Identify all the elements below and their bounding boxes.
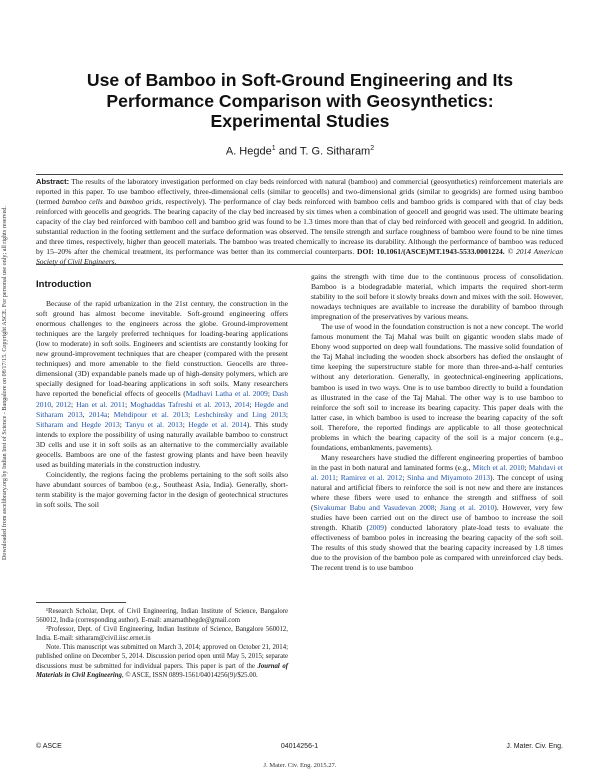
separator: ; bbox=[119, 419, 126, 429]
citation-link[interactable]: Sivakumar Babu and Vasudevan 2008 bbox=[313, 503, 435, 513]
intro-paragraph-1 bbox=[36, 299, 288, 470]
citation-link[interactable]: Mitch et al. 2010 bbox=[472, 462, 525, 472]
body-text: ). The concept of using natural and artificial fibers to reinforce the soil is not new and there are instances where these fibers were used to enhance the strength and stiffness of soil ( bbox=[311, 472, 563, 513]
separator: , bbox=[82, 409, 89, 419]
separator: ; bbox=[182, 419, 189, 429]
citation-link[interactable]: Hegde et al. 2014 bbox=[188, 419, 247, 429]
abstract-label: Abstract: bbox=[36, 177, 70, 186]
body-text: Many researchers have studied the different engineering properties of bamboo in the past in both natural and laminated forms (e.g., bbox=[311, 452, 563, 472]
author-line bbox=[100, 145, 500, 158]
separator: ; bbox=[285, 409, 289, 419]
citation-link[interactable]: Sitharam and Hegde 2013 bbox=[36, 419, 120, 429]
paper-title: Use of Bamboo in Soft-Ground Engineering and Its Performance Comparison with Geosynthetics: Experimental Studies bbox=[86, 70, 514, 131]
separator: ; bbox=[402, 472, 408, 482]
abstract-text-1: The results of the laboratory investigation performed on clay beds reinforced with natural (bamboo) and commercial (geosynthetics) reinforcement materials are reported in this paper. To use bamboo effectively, three-dimensional cells (similar to geocells) and two-dimensional grids (similar to geogrids) are formed using bamboo (termed bbox=[36, 177, 563, 207]
abstract-bottom-rule bbox=[36, 264, 563, 265]
footnote-rule bbox=[36, 602, 126, 603]
separator: ; bbox=[335, 472, 341, 482]
separator: ; bbox=[125, 399, 131, 409]
citation-link[interactable]: Moghaddas Tafreshi et al. 2013 bbox=[130, 399, 230, 409]
citation-link[interactable]: Han et al. 2011 bbox=[76, 399, 126, 409]
footnotes bbox=[36, 602, 288, 680]
citation-link[interactable]: Mahdavi et al. 2011 bbox=[311, 462, 564, 482]
section-heading-introduction: Introduction bbox=[36, 279, 92, 290]
abstract-copyright: © 2014 American Society of Civil Engineers. bbox=[36, 247, 563, 267]
abstract bbox=[36, 177, 563, 267]
separator: ; bbox=[267, 389, 273, 399]
author-1: A. Hegde bbox=[225, 145, 272, 158]
citation-link[interactable]: 2014 bbox=[234, 399, 250, 409]
citation-link[interactable]: Leshchinsky and Ling 2013 bbox=[194, 409, 286, 419]
citation-link[interactable]: Hegde and Sitharam 2013 bbox=[36, 399, 289, 419]
author-2-affiliation-mark: 2 bbox=[370, 145, 375, 152]
intro-text: Because of the rapid urbanization in the 21st century, the construction in the soft ground has almost become inevitable. Soft-ground engineering offers enormous challenges to the engineers across the globe. Ground-improvement techniques are the largely preferred techniques for loading-bearing applications (low to moderate) in soft soils. Engineers and scientists are constantly looking for new ground-improvement techniques that are cheaper (compared with the present techniques) and more amenable to the field construction. Geocells are three-dimensional (3D) expandable panels made up of high-density polymers, which are specially designed for load-bearing applications in soft soils. Many researchers have reported the beneficial effects of geocells ( bbox=[36, 299, 288, 399]
doi-link[interactable]: DOI: 10.1061/(ASCE)MT.1943-5533.0001224. bbox=[357, 247, 505, 257]
footnote-manuscript-note bbox=[36, 643, 288, 679]
abstract-text-3: , respectively). The performance of clay beds reinforced with bamboo cells and bamboo grids is compared with that of clay beds reinforced with geocells and geogrids. The bearing capacity of the clay bed increased by six times when a combination of geocell and geogrid was used. The ultimate bearing capacity of the clay bed reinforced with bamboo cell and bamboo grid was found to be 1.3 times more than that of clay bed reinforced with geocell and geogrid. In addition, substantial reduction in the footing settlement and the surface deformation was observed. The tensile strength and surface roughness of bamboo were found to be nine times and three times, respectively, higher than geocell materials. The bamboo was treated chemically to increase its durability. Although the performance of bamboo was reduced by 15–20% after the chemical treatment, its performance was better than its commercial counterparts. bbox=[36, 197, 563, 257]
citation-line: J. Mater. Civ. Eng. 2015.27. bbox=[263, 762, 337, 769]
citation-link[interactable]: Dash 2010 bbox=[36, 389, 288, 409]
citation-link[interactable]: Mehdipour et al. 2013 bbox=[113, 409, 189, 419]
abstract-top-rule bbox=[36, 174, 563, 175]
intro-paragraph-2: Coincidently, the regions facing the problems pertaining to the soft soils also have abundant sources of bamboo (e.g., Southeast Asia, India). Generally, short-term stability is the major governing factor in the design of geotechnical structures in soft soils. The soil bbox=[36, 469, 288, 509]
separator: , bbox=[51, 399, 56, 409]
footer-publisher: © ASCE bbox=[36, 743, 62, 750]
separator: ; bbox=[188, 409, 195, 419]
footer-page-number: 04014256-1 bbox=[280, 743, 319, 750]
footnote-author-1: ¹Research Scholar, Dept. of Civil Engineering, Indian Institute of Science, Bangalore 560012, India (corresponding author). E-mail: amarnathhegde@gmail.com bbox=[36, 608, 288, 625]
citation-link[interactable]: Madhavi Latha et al. 2009 bbox=[185, 389, 268, 399]
abstract-term-bamboo-cells: bamboo cells bbox=[62, 197, 103, 207]
note-text: , © ASCE, ISSN 0899-1561/04014256(9)/$25.00. bbox=[121, 671, 258, 679]
author-separator: and bbox=[275, 145, 300, 158]
author-1-affiliation-mark: 1 bbox=[271, 145, 276, 152]
right-paragraph-3 bbox=[311, 453, 563, 574]
citation-link[interactable]: 2012 bbox=[55, 399, 72, 409]
right-paragraph-1: gains the strength with time due to the continuous process of consolidation. Bamboo is a biodegradable material, which imparts the required short-term stability to the soil before it slowly breaks down and mixes with the soil. However, nowadays techniques are available to increase the durability of bamboo through impregnation of the preservatives by various means. bbox=[311, 272, 563, 322]
left-column bbox=[36, 280, 288, 510]
separator: ; bbox=[71, 399, 77, 409]
separator: ; bbox=[524, 462, 529, 472]
right-column bbox=[311, 272, 563, 573]
footer-journal: J. Mater. Civ. Eng. bbox=[506, 743, 563, 750]
separator: ; bbox=[249, 399, 255, 409]
right-paragraph-2: The use of wood in the foundation construction is not a new concept. The world famous monument the Taj Mahal was built on gigantic wooden slabs made of Ebony wood supported on deep wall foundations. The massive solid foundation of the Taj Mahal including the wooden shock absorbers has defied the onslaught of time keeping the superstructure stable for more than three-and-a-half centuries without any deterioration. Generally, in geotechnical-engineering applications, bamboo is used in two ways. One is to use bamboo directly to build a foundation as illustrated in the case of the Taj Mahal. The other way is to use bamboo to reinforce the soft soil to increase its bearing capacity. This paper deals with the latter case, in which bamboo is used to increase the bearing capacity of the soft soil. Therefore, the reported findings are applicable to all those geotechnical problems in which the bearing capacity of the soil is a major concern (e.g., foundations, embankments, pavements). bbox=[311, 322, 563, 452]
author-2: T. G. Sitharam bbox=[299, 145, 371, 158]
body-text: ). However, very few studies have been carried out on the direct use of bamboo to increase the soil strength. Khatib ( bbox=[311, 503, 564, 533]
citation-link[interactable]: Tanyu et al. 2013 bbox=[125, 419, 183, 429]
citation-link[interactable]: Sinha and Miyamoto 2013 bbox=[407, 472, 490, 482]
note-text: Note. This manuscript was submitted on March 3, 2014; approved on October 21, 2014; published online on December 5, 2014. Discussion period open until May 5, 2015; separate discussions must be submitted for individual papers. This paper is part of the bbox=[36, 644, 288, 670]
separator: ; bbox=[434, 503, 441, 513]
citation-link[interactable]: 2014a bbox=[88, 409, 108, 419]
separator: ; bbox=[107, 409, 114, 419]
separator: , bbox=[229, 399, 235, 409]
journal-name: Journal of Materials in Civil Engineering bbox=[36, 662, 288, 679]
citation-link[interactable]: Jiang et al. 2010 bbox=[440, 503, 495, 513]
abstract-term-bamboo-grids: bamboo grids bbox=[118, 197, 162, 207]
download-notice: Downloaded from ascelibrary.org by Indian Inst of Science - Bangalore on 08/17/15. Copyright ASCE. For personal use only; all rights reserved. bbox=[2, 206, 8, 560]
download-sidebar bbox=[0, 0, 14, 776]
intro-text: ). This study intends to explore the possibility of using naturally available bamboo to construct 3D cells and use it in soft soils as an alternative to the commercially available geocells. Bamboos are one of the fastest growing plants and have been heavily used as building materials in the construction industry. bbox=[36, 419, 289, 469]
citation-link[interactable]: 2009 bbox=[368, 523, 385, 533]
abstract-text-2: and bbox=[102, 197, 119, 207]
footnote-author-2: ²Professor, Dept. of Civil Engineering, Indian Institute of Science, Bangalore 560012, India. E-mail: sitharam@civil.iisc.ernet.in bbox=[36, 626, 288, 643]
citation-link[interactable]: Ramirez et al. 2012 bbox=[340, 472, 403, 482]
body-text: ) conducted laboratory plate-load tests to evaluate the effectiveness of bamboo poles in increasing the bearing capacity of the soft soil. The results of this study showed that the bearing capacity increased by 1.8 times due to the provision of the bamboo pole as compared with unreinforced clay beds. The recent trend is to use bamboo bbox=[311, 523, 563, 573]
